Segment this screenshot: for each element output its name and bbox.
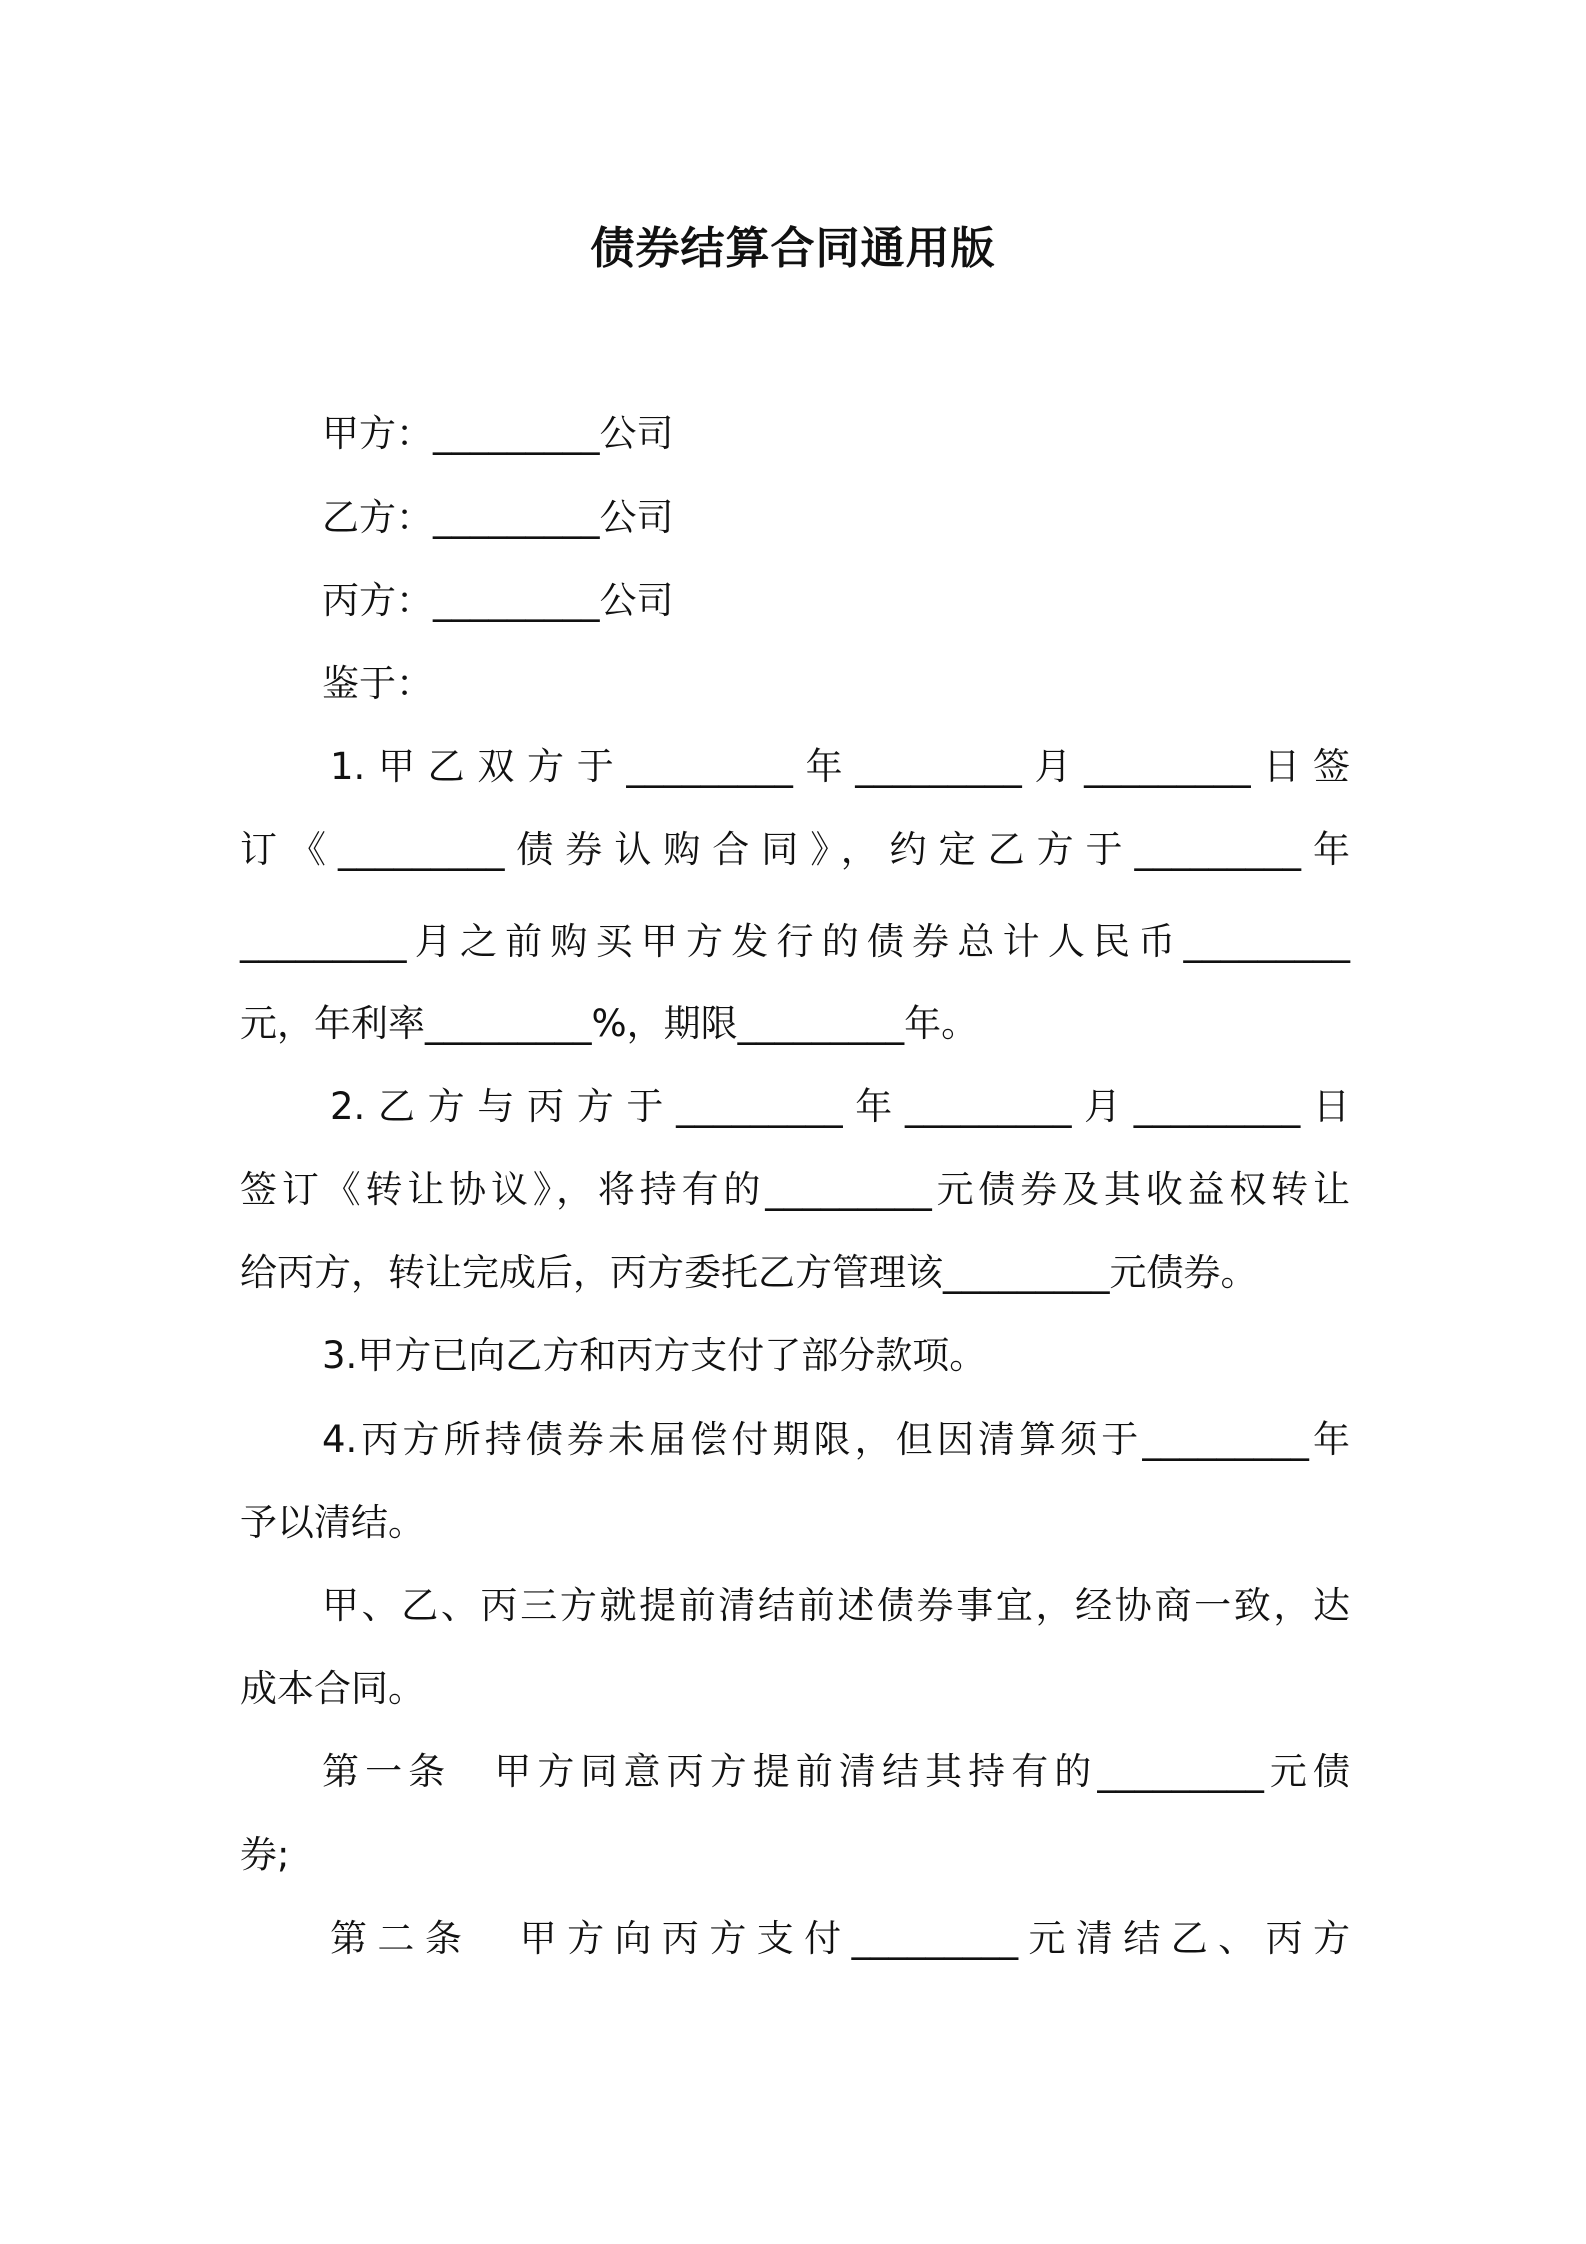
clause-2-line-2: 签订《转让协议》，将持有的_________元债券及其收益权转让 bbox=[240, 1168, 1350, 1211]
article-1-line-2: 券; bbox=[240, 1833, 290, 1876]
clause-1-line-3: _________月之前购买甲方发行的债券总计人民币_________ bbox=[240, 920, 1350, 963]
document-title: 债券结算合同通用版 bbox=[590, 223, 996, 274]
agreement-line-1: 甲、乙、丙三方就提前清结前述债券事宜，经协商一致，达 bbox=[322, 1584, 1350, 1627]
clause-3-line-1: 3.甲方已向乙方和丙方支付了部分款项。 bbox=[322, 1334, 987, 1377]
clause-2-line-1: 2.乙方与丙方于_________年_________月_________日 bbox=[330, 1085, 1350, 1128]
party-b-line: 乙方：_________公司 bbox=[322, 496, 674, 539]
party-a-line: 甲方：_________公司 bbox=[322, 412, 674, 455]
article-1-line-1: 第一条 甲方同意丙方提前清结其持有的_________元债 bbox=[322, 1750, 1350, 1793]
clause-2-line-3: 给丙方，转让完成后，丙方委托乙方管理该_________元债券。 bbox=[240, 1251, 1258, 1294]
party-c-line: 丙方：_________公司 bbox=[322, 579, 674, 622]
clause-1-line-1: 1.甲乙双方于_________年_________月_________日签 bbox=[330, 745, 1350, 788]
agreement-line-2: 成本合同。 bbox=[240, 1667, 425, 1710]
clause-1-line-4: 元，年利率_________%，期限_________年。 bbox=[240, 1002, 979, 1045]
clause-1-line-2: 订《_________债券认购合同》，约定乙方于_________年 bbox=[240, 828, 1350, 871]
clause-4-line-1: 4.丙方所持债券未届偿付期限，但因清算须于_________年 bbox=[322, 1418, 1350, 1461]
whereas-heading: 鉴于： bbox=[322, 662, 433, 705]
article-2-line-1: 第二条 甲方向丙方支付_________元清结乙、丙方 bbox=[330, 1917, 1350, 1960]
clause-4-line-2: 予以清结。 bbox=[240, 1501, 425, 1544]
